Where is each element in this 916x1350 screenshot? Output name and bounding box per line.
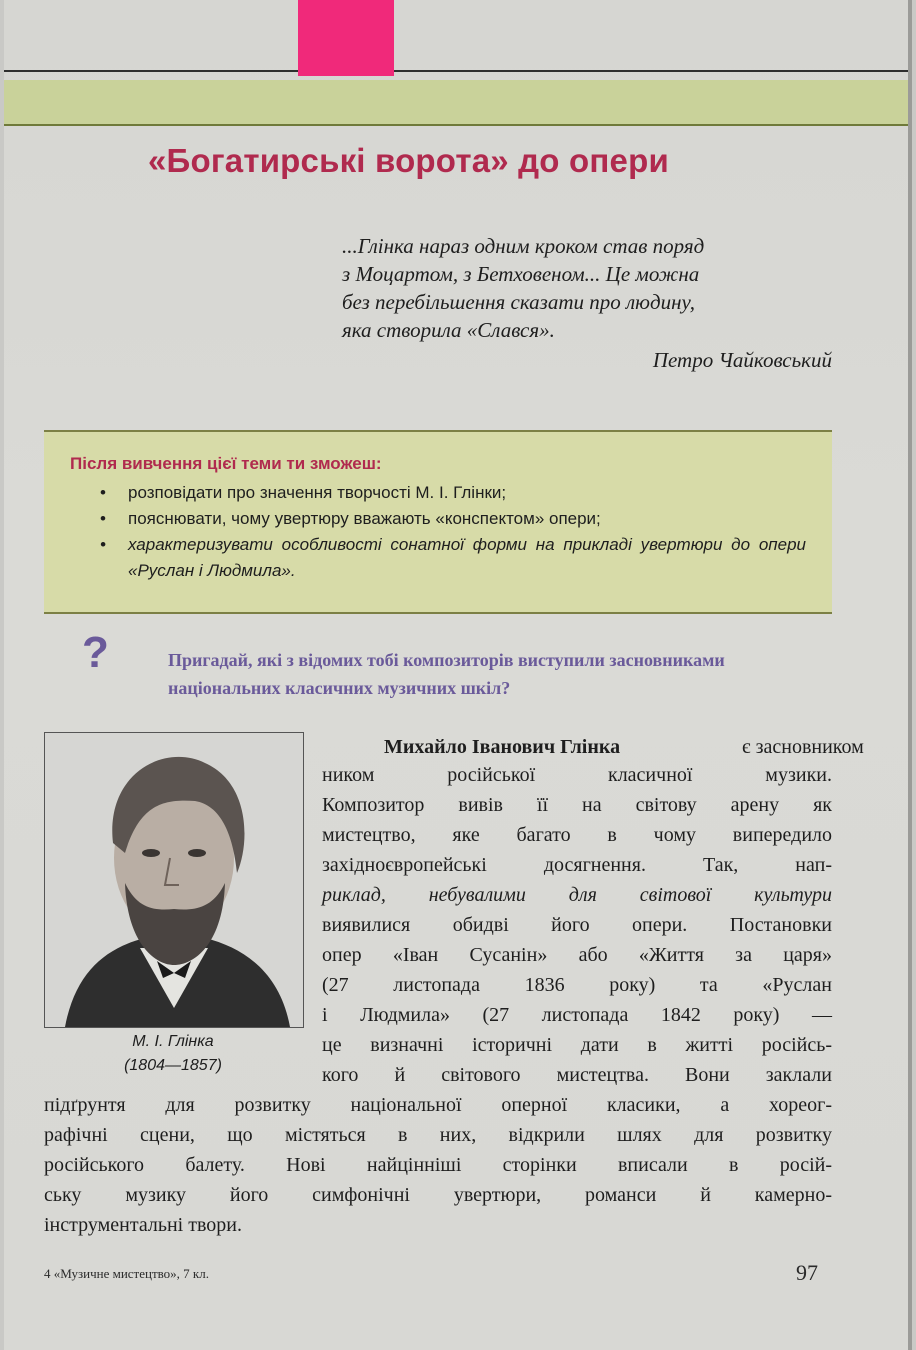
body-line: і Людмила» (27 листопада 1842 року) —	[322, 1004, 832, 1026]
list-item	[100, 532, 806, 584]
question-prompt: Пригадай, які з відомих тобі композиторів виступили засновниками національних класичних музичних шкіл?	[168, 650, 725, 698]
list-item: • розповідати про значення творчості М. І. Глінки;	[100, 480, 806, 506]
list-item: • пояснювати, чому увертюру вважають «конспектом» опери;	[100, 506, 806, 532]
portrait-image	[44, 732, 304, 1028]
epigraph	[342, 232, 832, 374]
header-band	[4, 80, 912, 126]
textbook-page	[4, 0, 912, 1350]
learning-goals-title: Після вивчення цієї теми ти зможеш:	[70, 454, 382, 473]
bookmark-sticker	[298, 0, 394, 76]
learning-goals-list	[100, 480, 806, 584]
body-line: підґрунтя для розвитку національної оперної класики, а хореог-	[44, 1094, 832, 1116]
epigraph-line: ...Глінка нараз одним кроком став поряд	[342, 234, 705, 258]
body-line: опер «Іван Сусанін» або «Життя за царя»	[322, 944, 832, 966]
epigraph-line: з Моцартом, з Бетховеном... Це можна	[342, 262, 700, 286]
body-line: риклад, небувалими для світової культури	[322, 884, 832, 906]
body-line: мистецтво, яке багато в чому випередило	[322, 824, 832, 846]
glinka-portrait-drawing	[45, 733, 303, 1027]
portrait-caption	[44, 1030, 302, 1078]
body-line: Композитор вивів її на світову арену як	[322, 794, 832, 816]
body-line: (27 листопада 1836 року) та «Руслан	[322, 974, 832, 996]
page-edge	[908, 0, 912, 1350]
body-lead: Михайло Іванович Глінка	[384, 736, 621, 758]
portrait-caption-years: (1804—1857)	[124, 1057, 222, 1074]
list-item-text: характеризувати особливості сонатної форми на прикладі увертюри до опери «Руслан і Людмила».	[128, 535, 806, 580]
footer-book-title: 4 «Музичне мистецтво», 7 кл.	[44, 1266, 209, 1281]
body-line: кого й світового мистецтва. Вони заклали	[322, 1064, 832, 1086]
learning-goals-box	[44, 430, 832, 614]
body-line: є засновником	[742, 736, 864, 758]
body-line: інструментальні твори.	[44, 1214, 242, 1236]
body-line: ником російської класичної музики.	[322, 764, 832, 786]
body-line: рафічні сцени, що містяться в них, відкрили шлях для розвитку	[44, 1124, 832, 1146]
body-line: ську музику його симфонічні увертюри, романси й камерно-	[44, 1184, 832, 1206]
body-line: виявилися обидві його опери. Постановки	[322, 914, 832, 936]
body-line: це визначні історичні дати в житті російсь-	[322, 1034, 832, 1056]
epigraph-line: яка створила «Слався».	[342, 318, 555, 342]
epigraph-author: Петро Чайковський	[652, 348, 832, 372]
epigraph-line: без перебільшення сказати про людину,	[342, 290, 696, 314]
portrait-caption-name: М. І. Глінка	[132, 1033, 214, 1050]
page-title: «Богатирські ворота» до опери	[148, 142, 669, 179]
page-number: 97	[796, 1260, 818, 1285]
question-mark-icon: ?	[82, 628, 109, 677]
body-line: російського балету. Нові найцінніші сторінки вписали в росій-	[44, 1154, 832, 1176]
body-line: західноєвропейські досягнення. Так, нап-	[322, 854, 832, 876]
top-rule	[4, 70, 912, 72]
